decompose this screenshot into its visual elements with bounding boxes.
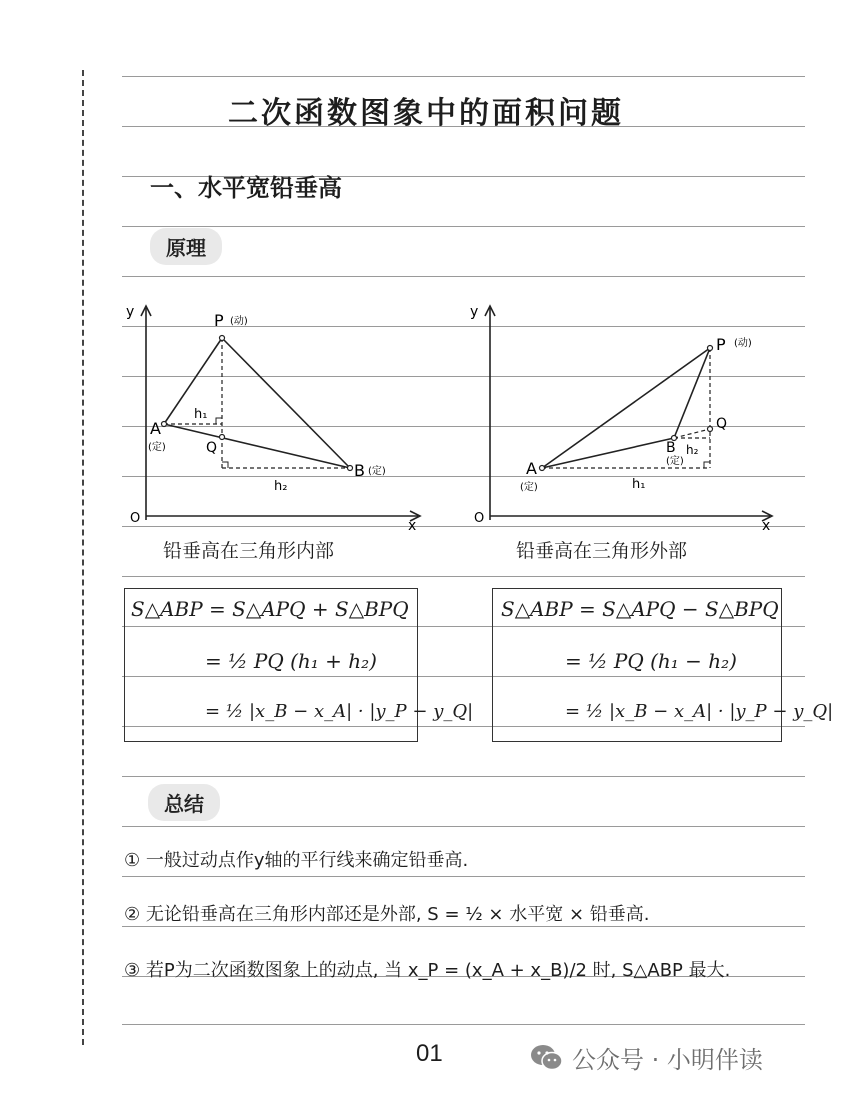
ruled-line <box>122 226 805 227</box>
origin-label: O <box>130 511 141 526</box>
point-q <box>708 427 713 432</box>
page-number: 01 <box>416 1040 443 1067</box>
b-note: (定) <box>368 466 386 477</box>
segment-ab <box>164 424 350 468</box>
principle-tag: 原理 <box>150 228 222 265</box>
h2-label: h₂ <box>686 443 699 457</box>
segment-pb <box>222 338 350 468</box>
watermark <box>530 1040 763 1075</box>
ruled-line <box>122 276 805 277</box>
ruled-line <box>122 876 805 877</box>
watermark-text: 公众号 · 小明伴读 <box>572 1046 763 1074</box>
ruled-line <box>122 576 805 577</box>
y-axis-label: y <box>126 304 135 320</box>
x-axis-label: x <box>408 518 417 530</box>
summary-item-1: ① 一般过动点作y轴的平行线来确定铅垂高. <box>124 850 469 871</box>
q-label: Q <box>716 416 728 432</box>
p-label: P <box>716 335 726 354</box>
diagram-outside <box>462 298 780 530</box>
ruled-line <box>122 1024 805 1025</box>
caption-outside: 铅垂高在三角形外部 <box>516 540 688 562</box>
formula-line-2: = ½ PQ (h₁ − h₂) <box>565 649 737 673</box>
right-angle-mark <box>704 462 710 468</box>
formula-line-2: = ½ PQ (h₁ + h₂) <box>205 649 377 673</box>
origin-label: O <box>474 511 485 526</box>
summary-tag: 总结 <box>148 784 220 821</box>
a-label: A <box>150 419 161 438</box>
right-angle-mark <box>222 462 228 468</box>
ruled-line <box>122 776 805 777</box>
summary-item-3: ③ 若P为二次函数图象上的动点, 当 x_P = (x_A + x_B)/2 时, S△ABP 最大. <box>124 960 731 981</box>
p-note: (动) <box>230 316 248 327</box>
right-angle-mark <box>216 418 222 424</box>
point-a <box>162 422 167 427</box>
segment-pa <box>164 338 222 424</box>
point-p <box>220 336 225 341</box>
q-label: Q <box>206 440 218 456</box>
x-axis-label: x <box>762 518 771 530</box>
point-b <box>348 466 353 471</box>
h1-label: h₁ <box>632 477 646 492</box>
ruled-line <box>122 826 805 827</box>
formula-box-inside <box>124 588 474 742</box>
margin-line <box>82 70 84 1045</box>
b-note: (定) <box>666 456 684 467</box>
a-label: A <box>526 459 537 478</box>
formula-line-3: = ½ |x_B − x_A| · |y_P − y_Q| <box>565 701 834 722</box>
formula-line-3: = ½ |x_B − x_A| · |y_P − y_Q| <box>205 701 474 722</box>
point-q <box>220 435 225 440</box>
p-note: (动) <box>734 338 752 349</box>
caption-inside: 铅垂高在三角形内部 <box>163 540 335 562</box>
y-axis-label: y <box>470 304 479 320</box>
ruled-line <box>122 76 805 77</box>
ruled-line <box>122 926 805 927</box>
formula-line-1: S△ABP = S△APQ − S△BPQ <box>501 597 779 621</box>
a-note: (定) <box>520 482 538 493</box>
p-label: P <box>214 311 224 330</box>
formula-box-outside <box>492 588 834 742</box>
wechat-icon <box>530 1044 564 1072</box>
point-p <box>708 346 713 351</box>
segment-ap <box>542 348 710 468</box>
summary-item-2: ② 无论铅垂高在三角形内部还是外部, S = ½ × 水平宽 × 铅垂高. <box>124 904 650 925</box>
a-note: (定) <box>148 442 166 453</box>
dash-bq <box>674 429 710 438</box>
b-label: B <box>666 440 676 456</box>
formula-line-1: S△ABP = S△APQ + S△BPQ <box>131 597 409 621</box>
h2-label: h₂ <box>274 479 288 494</box>
b-label: B <box>354 461 365 480</box>
section-heading: 一、水平宽铅垂高 <box>150 174 342 202</box>
point-a <box>540 466 545 471</box>
h1-label: h₁ <box>194 407 208 422</box>
page-title: 二次函数图象中的面积问题 <box>228 96 624 131</box>
diagram-inside <box>118 298 428 530</box>
